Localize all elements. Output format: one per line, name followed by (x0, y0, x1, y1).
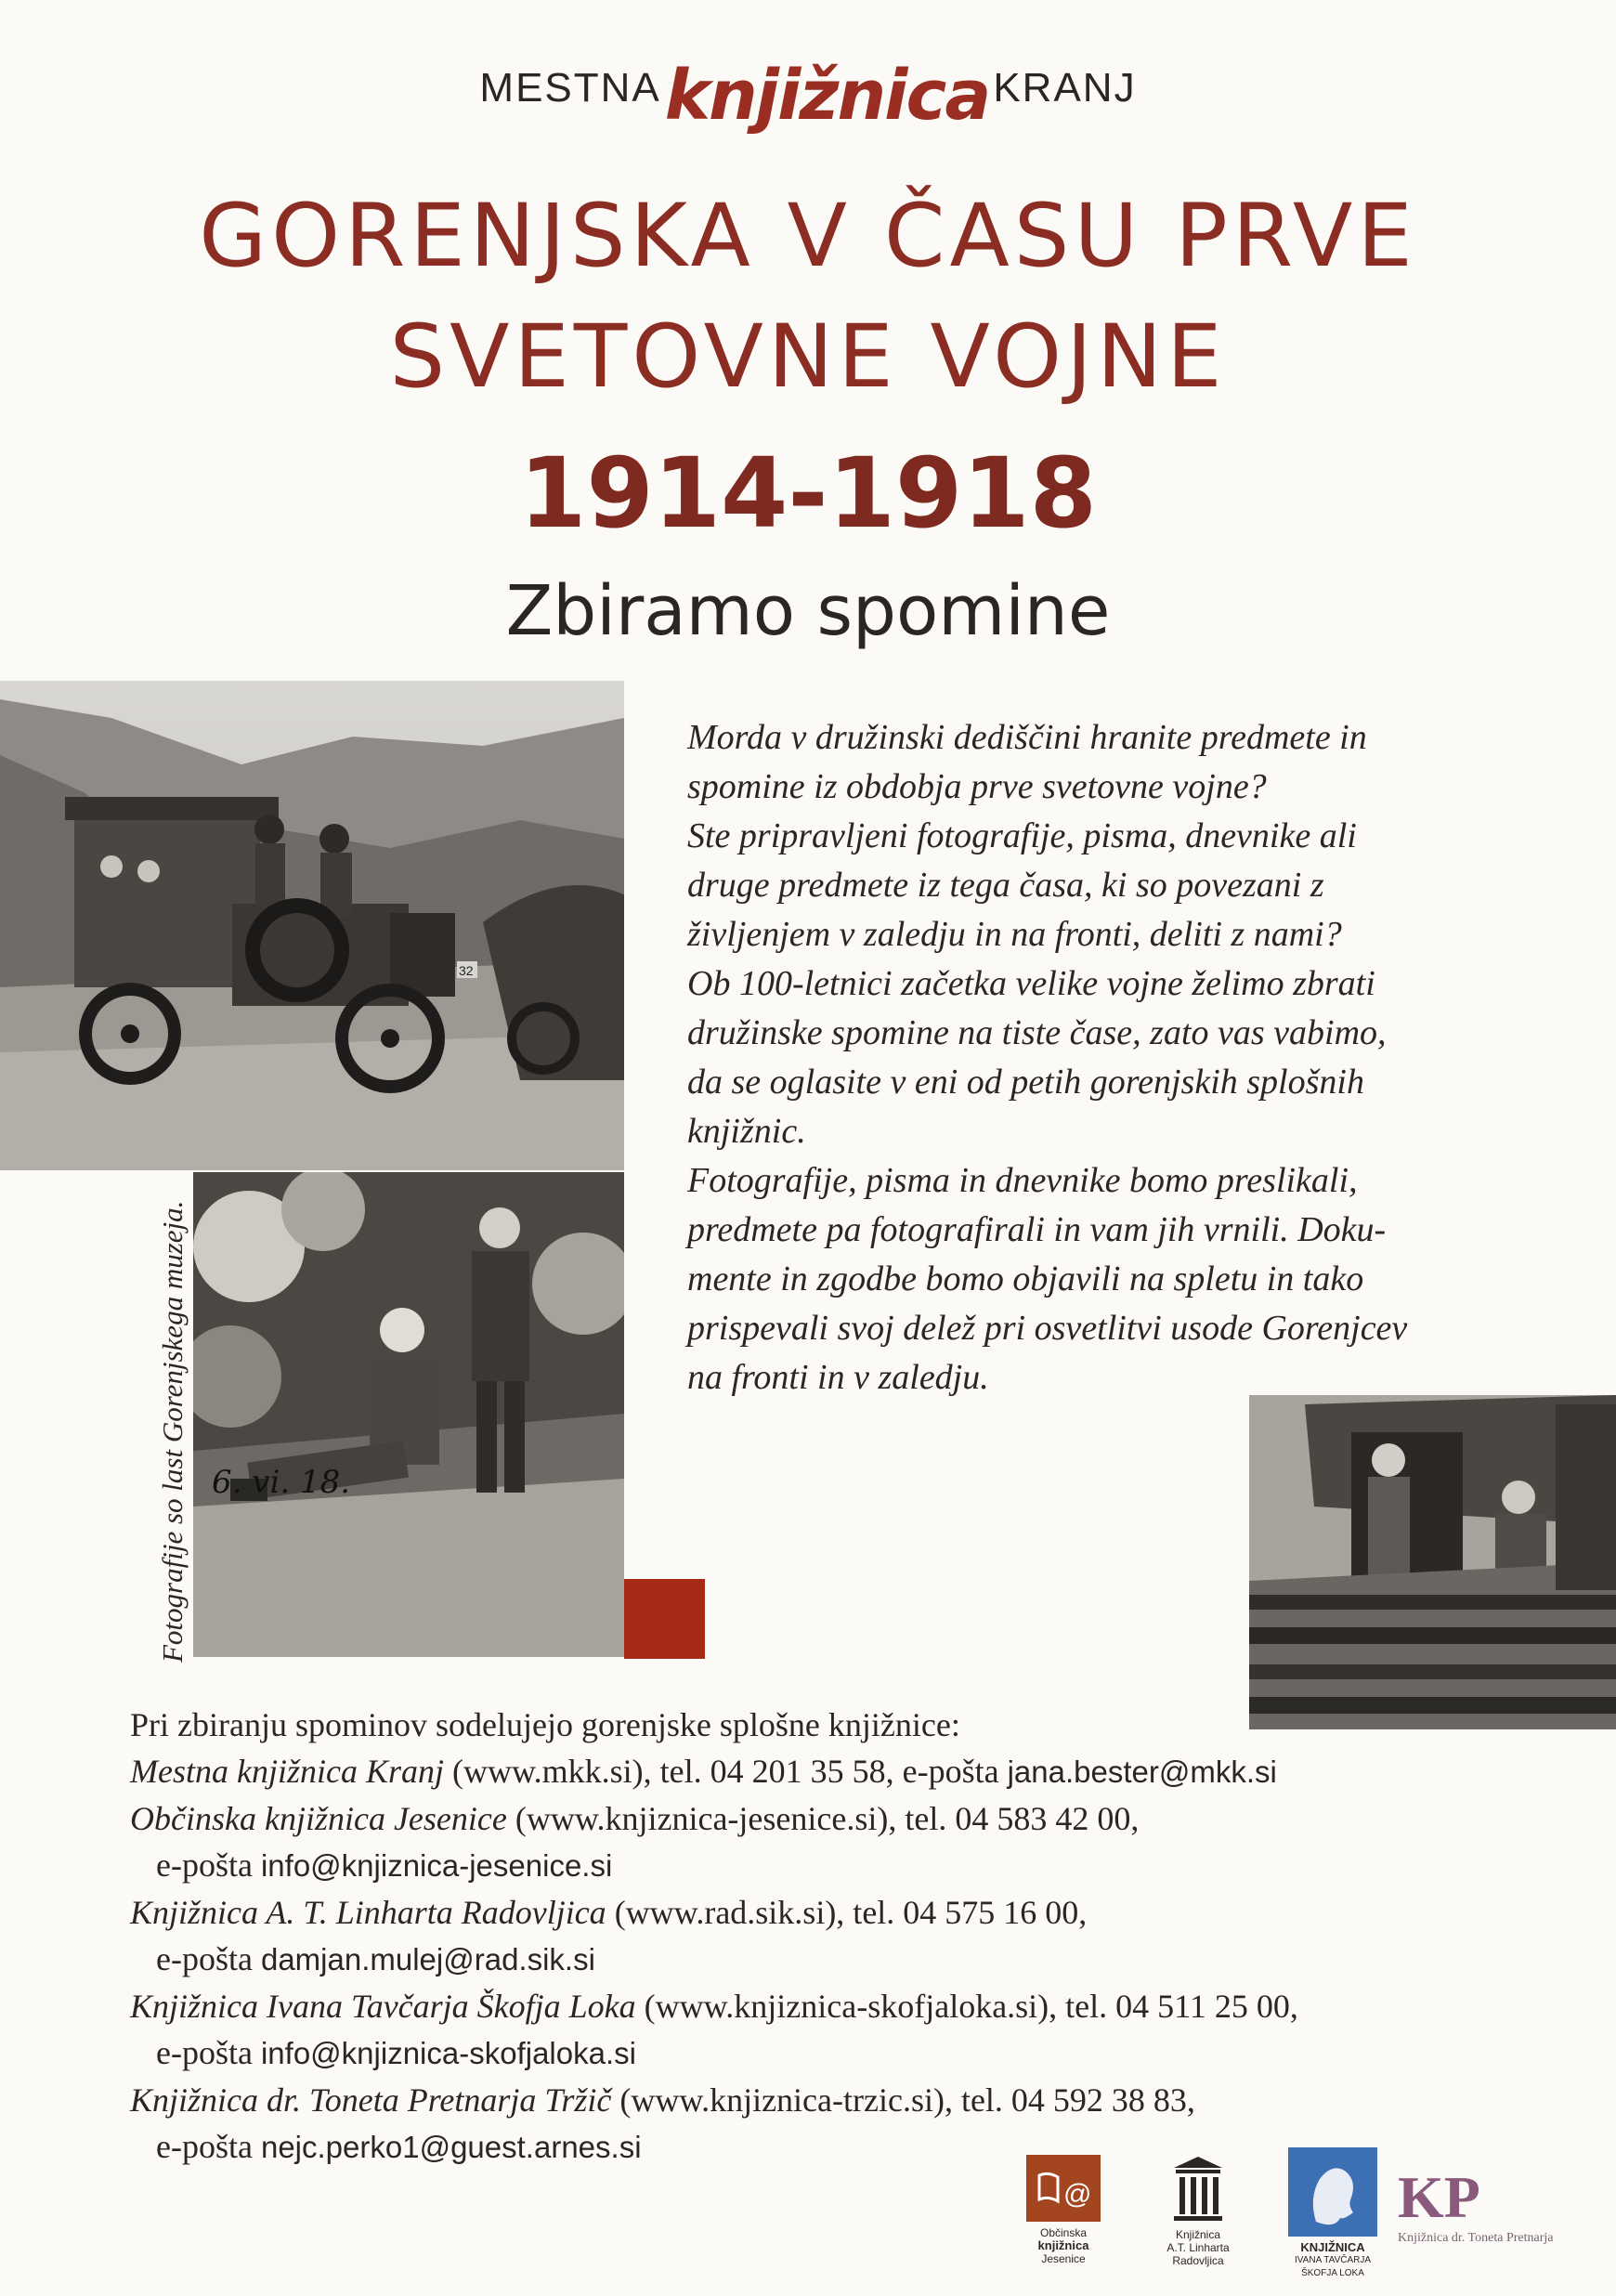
truck-plate: 32 (459, 963, 474, 978)
libraries-list (130, 1702, 1430, 2171)
library-jesenice-email (130, 1842, 1430, 1889)
logo-radovljica-line3: Radovljica (1172, 2254, 1224, 2267)
intro-line: Fotografije, pisma in dnevnike bomo preslikali, (687, 1161, 1358, 1200)
library-radovljica-email (130, 1936, 1430, 1983)
intro-line: družinske spomine na tiste čase, zato vas vabimo, (687, 1013, 1387, 1052)
intro-text (687, 713, 1523, 1402)
intro-line: na fronti in v zaledju. (687, 1358, 989, 1397)
library-contact: (www.knjiznica-skofjaloka.si), tel. 04 511 25 00, (635, 1988, 1298, 2025)
intro-line: Morda v družinski dediščini hranite predmete in (687, 718, 1367, 757)
library-name: Knjižnica dr. Toneta Pretnarja Tržič (130, 2081, 612, 2119)
logo-radovljica-line2: A.T. Linharta (1166, 2241, 1230, 2254)
library-brand-logo (0, 37, 1616, 139)
library-skofjaloka-email (130, 2029, 1430, 2077)
logo-skofjaloka-line3: ŠKOFJA LOKA (1301, 2268, 1364, 2278)
libraries-intro: Pri zbiranju spominov sodelujejo gorenjske splošne knjižnice: (130, 1706, 960, 1743)
library-contact: (www.knjiznica-trzic.si), tel. 04 592 38 83, (611, 2081, 1195, 2119)
intro-line: Ste pripravljeni fotografije, pisma, dnevnike ali (687, 816, 1357, 855)
columns-building-icon (1170, 2155, 1226, 2224)
soldiers-photo (193, 1172, 624, 1657)
logo-jesenice-line1: Občinska (1039, 2226, 1088, 2239)
portrait-profile-icon (1288, 2147, 1377, 2237)
logo-jesenice (998, 2155, 1128, 2296)
intro-line: Ob 100-letnici začetka velike vojne želimo zbrati (687, 964, 1375, 1003)
logo-skofjaloka (1268, 2147, 1398, 2296)
years-heading: 1914-1918 (518, 437, 1098, 550)
intro-line: druge predmete iz tega časa, ki so povezani z (687, 866, 1324, 905)
email-label: e-pošta (156, 2034, 261, 2071)
library-contact: (www.mkk.si), tel. 04 201 35 58, e-pošta (443, 1753, 1008, 1790)
logo-jesenice-line3: Jesenice (1041, 2252, 1086, 2265)
decorative-red-square (624, 1579, 705, 1659)
intro-line: mente in zgodbe bomo objavili na spletu in tako (687, 1259, 1364, 1298)
intro-line: spomine iz obdobja prve svetovne vojne? (687, 767, 1267, 806)
title-line-1: GORENJSKA V ČASU PRVE (199, 186, 1417, 287)
email-label: e-pošta (156, 1846, 261, 1884)
library-email-link[interactable]: info@knjiznica-skofjaloka.si (260, 2036, 636, 2070)
brand-left-text: MESTNA (479, 65, 661, 111)
logo-radovljica-line1: Knjižnica (1175, 2228, 1221, 2241)
logo-jesenice-line2: knjižnica (1037, 2238, 1089, 2252)
library-jesenice (130, 1795, 1430, 1842)
subtitle: Zbiramo spomine (505, 571, 1111, 651)
library-email-link[interactable]: nejc.perko1@guest.arnes.si (260, 2130, 642, 2164)
library-email-link[interactable]: info@knjiznica-jesenice.si (260, 1848, 613, 1883)
library-kranj (130, 1748, 1430, 1795)
dugout-photo (1249, 1395, 1616, 1729)
logo-skofjaloka-line2: IVANA TAVČARJA (1294, 2255, 1372, 2265)
library-contact: (www.knjiznica-jesenice.si), tel. 04 583 42 00, (506, 1800, 1140, 1837)
intro-line: življenjem v zaledju in na fronti, deliti z nami? (687, 915, 1342, 954)
library-name: Knjižnica A. T. Linharta Radovljica (130, 1894, 606, 1931)
title-line-2: SVETOVNE VOJNE (389, 307, 1227, 408)
library-name: Mestna knjižnica Kranj (130, 1753, 444, 1790)
email-label: e-pošta (156, 2128, 261, 2165)
library-skofjaloka (130, 1983, 1430, 2029)
logo-radovljica (1142, 2155, 1254, 2296)
intro-line: predmete pa fotografirali in vam jih vrnili. Doku- (687, 1210, 1387, 1249)
library-radovljica (130, 1889, 1430, 1936)
intro-line: prispevali svoj delež pri osvetlitvi usode Gorenjcev (687, 1309, 1408, 1348)
library-name: Knjižnica Ivana Tavčarja Škofja Loka (130, 1988, 636, 2025)
book-at-icon (1026, 2155, 1101, 2222)
email-label: e-pošta (156, 1940, 261, 1977)
logo-skofjaloka-line1: KNJIŽNICA (1300, 2240, 1365, 2254)
library-email-link[interactable]: jana.bester@mkk.si (1007, 1755, 1277, 1789)
brand-right-text: KRANJ (993, 65, 1137, 111)
trzic-monogram: KP (1398, 2164, 1480, 2230)
svg-text:@: @ (1063, 2179, 1092, 2210)
intro-line: knjižnic. (687, 1112, 806, 1151)
logo-trzic (1398, 2164, 1616, 2296)
library-email-link[interactable]: damjan.mulej@rad.sik.si (260, 1942, 595, 1976)
photo-handwritten-date: 6. vi. 18. (212, 1464, 351, 1501)
intro-line: da se oglasite v eni od petih gorenjskih splošnih (687, 1063, 1364, 1102)
library-contact: (www.rad.sik.si), tel. 04 575 16 00, (606, 1894, 1088, 1931)
trzic-name: Knjižnica dr. Toneta Pretnarja (1398, 2231, 1554, 2245)
library-name: Občinska knjižnica Jesenice (130, 1800, 507, 1837)
library-trzic (130, 2077, 1430, 2123)
brand-script-text: knjižnica (664, 56, 990, 136)
truck-photo (0, 681, 624, 1170)
